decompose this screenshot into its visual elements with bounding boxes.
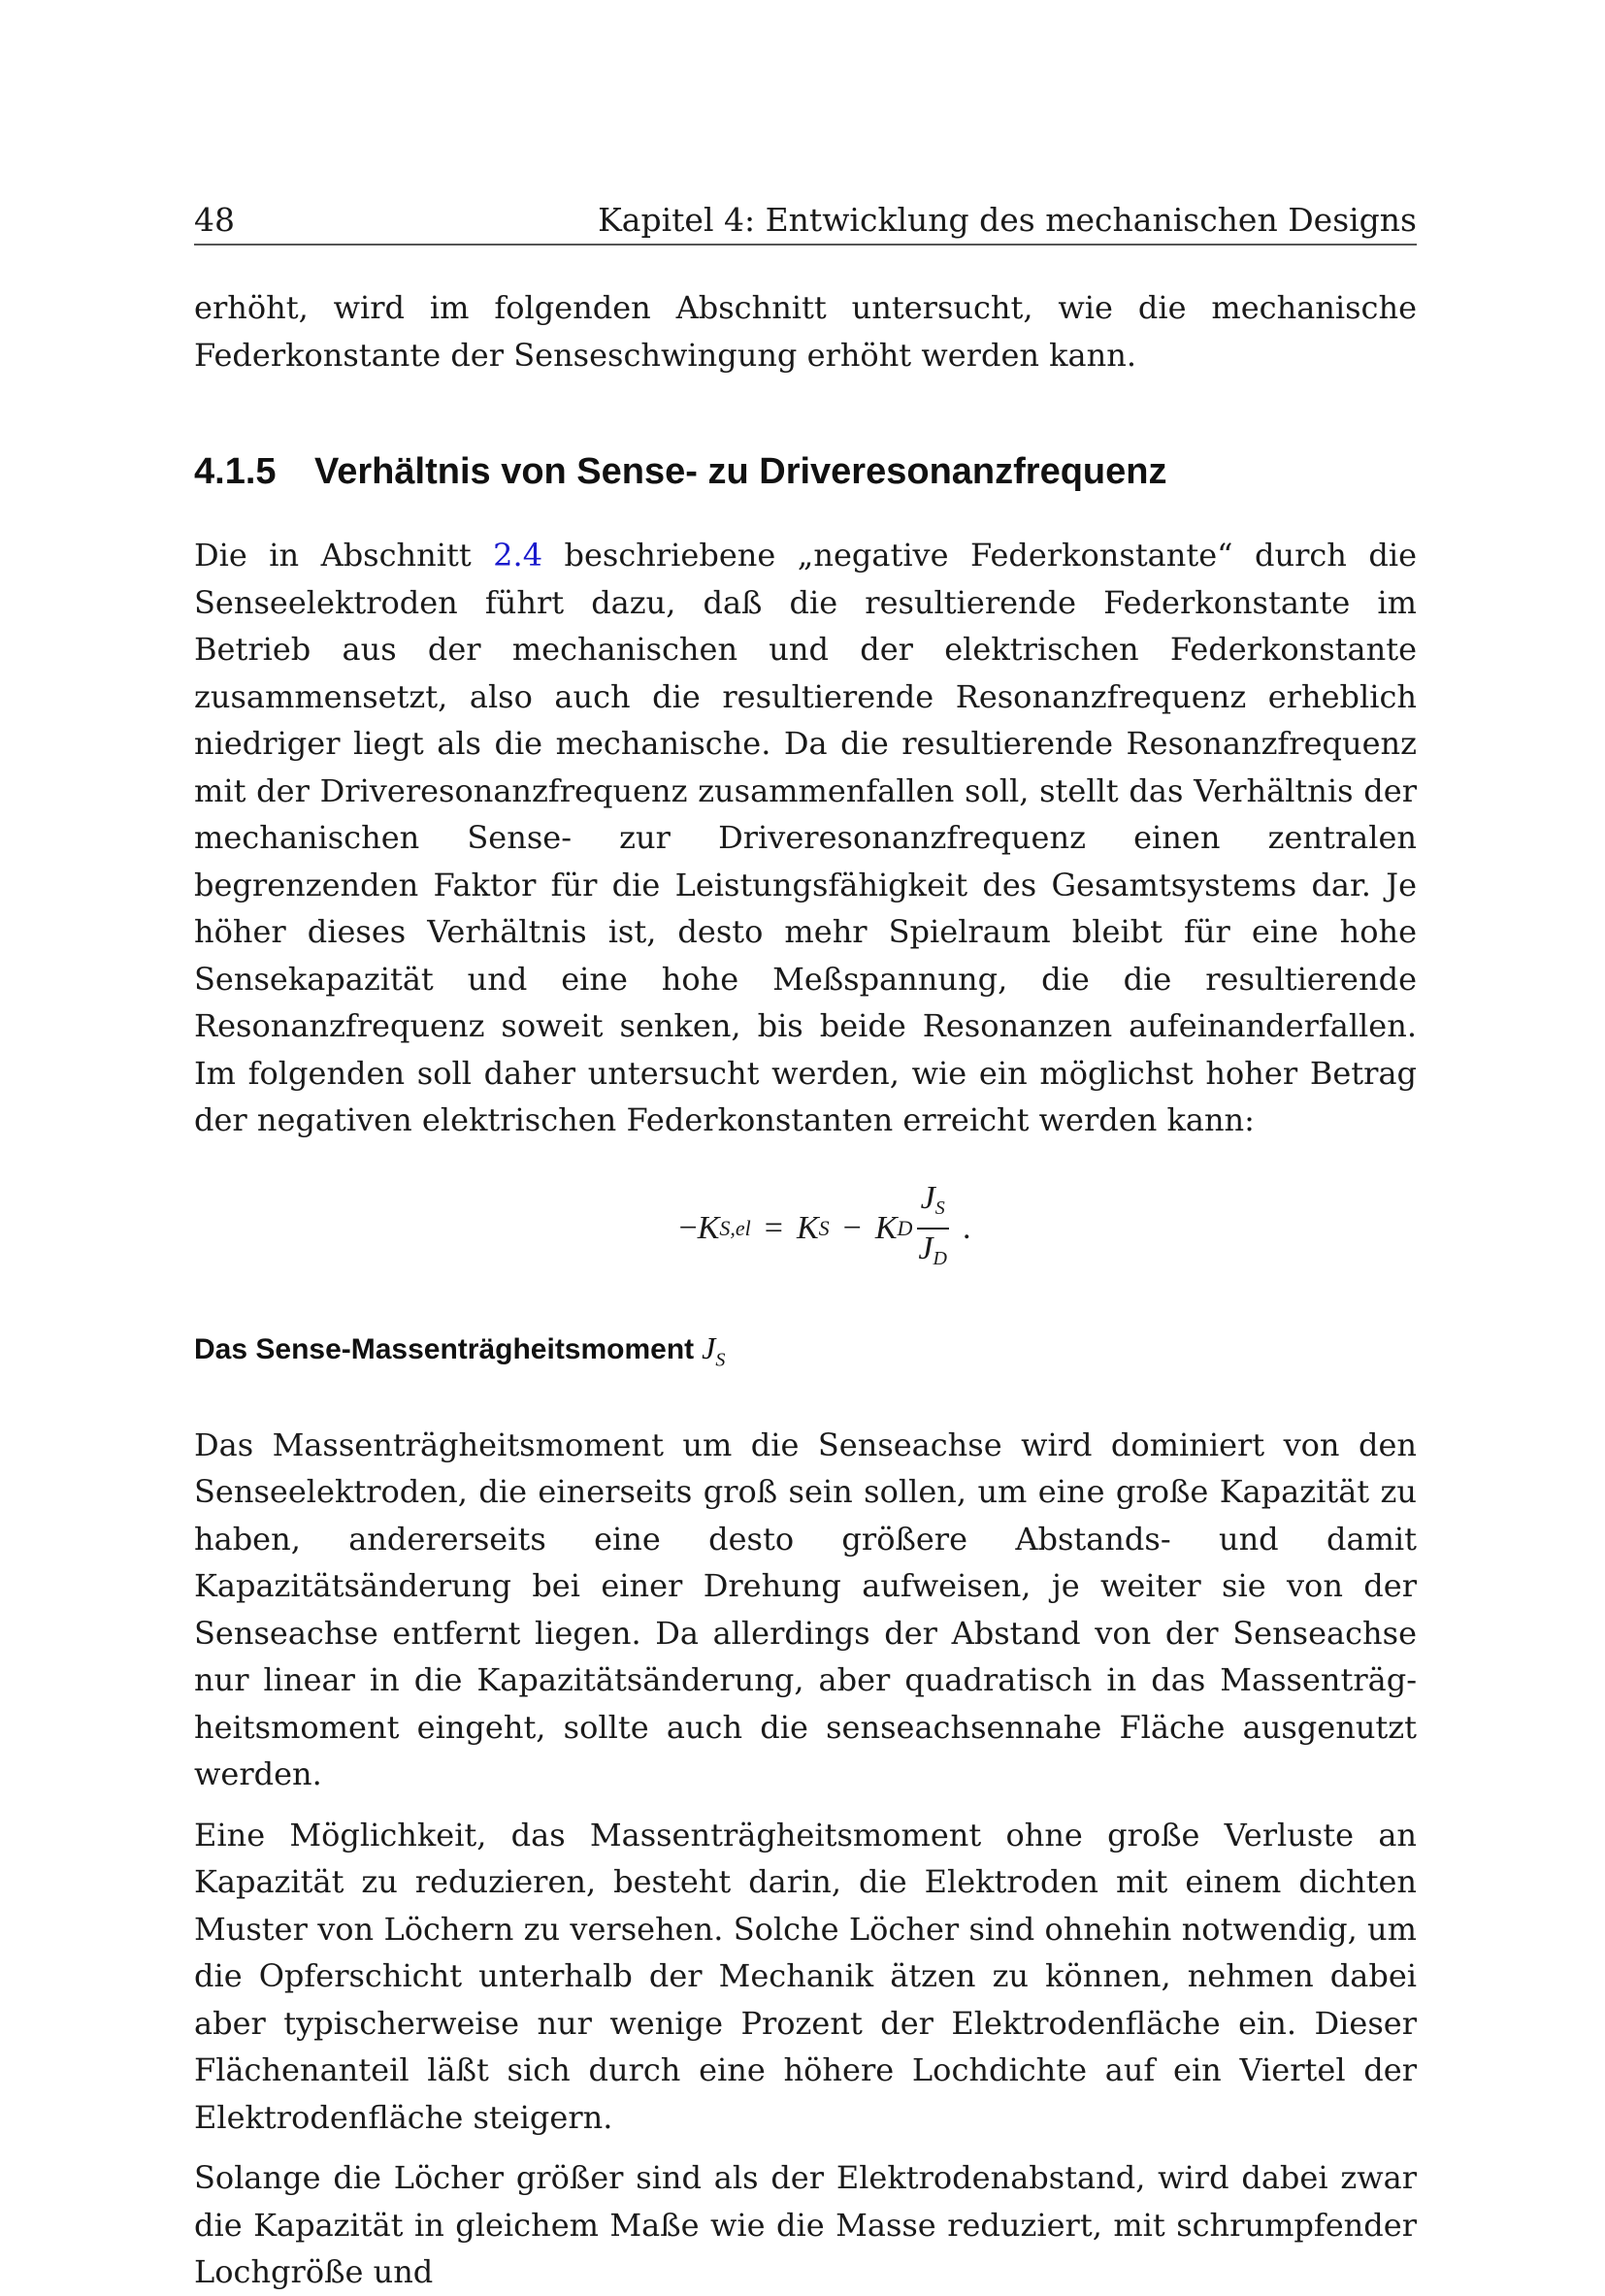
subsection-symbol-sub: S bbox=[715, 1348, 726, 1370]
paragraph-1-start: Die in Abschnitt bbox=[194, 537, 494, 574]
eq-j-d-sub: D bbox=[933, 1247, 947, 1269]
paragraph-1-rest: beschriebene „negative Federkonstante“ durch die Senseelektroden führt dazu, daß die resultierende Federkonstante im Betrieb aus der mechanischen und der elektrischen Federkonstante zusammensetzt, also auch die resultierende Resonanzfrequenz erheblich niedriger liegt als die mechanische. Da die resultierende Resonanzfrequenz mit der Driveresonanzfrequenz zusammenfallen soll, stellt das Verhältnis der mechanischen Sense- zur Driveresonanzfrequenz einen zentralen begrenzenden Faktor für die Leistungsfähigkeit des Gesamtsystems dar. Je höher dieses Verhältnis ist, desto mehr Spielraum bleibt für eine hohe Sensekapazität und eine hohe Meßspannung, die die resultierende Resonanzfrequenz soweit senken, bis beide Resonanzen aufeinanderfallen. Im folgenden soll daher untersucht werden, wie ein möglichst hoher Betrag der negativen elektrischen Federkonstanten erreicht werden kann: bbox=[194, 537, 1418, 1138]
running-header bbox=[194, 199, 1417, 246]
eq-k-d-sub: D bbox=[897, 1215, 913, 1240]
subsection-symbol bbox=[702, 1329, 726, 1370]
intro-paragraph: erhöht, wird im folgenden Abschnitt untersucht, wie die mechanische Federkonstante der Senseschwingung erhöht werden kann. bbox=[194, 289, 1417, 374]
page-number: 48 bbox=[194, 201, 235, 239]
eq-j-d: J bbox=[918, 1230, 934, 1266]
section-reference-link[interactable]: 2.4 bbox=[493, 537, 543, 574]
paragraph-3: Eine Möglichkeit, das Massenträgheitsmoment ohne große Verluste an Kapazität zu reduzieren, besteht darin, die Elektroden mit einem dichten Muster von Löchern zu versehen. Solche Löcher sind ohnehin notwendig, um die Opferschicht unterhalb der Mechanik ätzen zu können, nehmen dabei aber typischerweise nur wenige Prozent der Elektrodenfläche ein. Dieser Flächenanteil läßt sich durch eine höhere Lochdichte auf ein Viertel der Elektrodenfläche steigern. bbox=[194, 1816, 1417, 2136]
paragraph-4: Solange die Löcher größer sind als der Elektrodenabstand, wird dabei zwar die Kapazität in gleichem Maße wie die Masse reduziert, mit schrumpfender Lochgröße und bbox=[194, 2159, 1417, 2291]
document-page bbox=[194, 199, 1417, 2296]
chapter-title: Kapitel 4: Entwicklung des mechanischen Designs bbox=[598, 201, 1417, 239]
eq-minus: − bbox=[678, 1209, 698, 1246]
section-number: 4.1.5 bbox=[194, 451, 277, 492]
subsection-title: Das Sense-Massenträgheitsmoment bbox=[194, 1332, 695, 1365]
subsection-heading bbox=[194, 1327, 1417, 1381]
eq-j-s-sub: S bbox=[934, 1197, 945, 1219]
eq-k-d: K bbox=[874, 1209, 898, 1246]
paragraph-1 bbox=[194, 532, 1417, 1144]
eq-k-sel-sub: S,el bbox=[719, 1215, 751, 1240]
equation bbox=[194, 1179, 1417, 1278]
eq-j-s: J bbox=[920, 1179, 935, 1216]
eq-k-s-sub: S bbox=[818, 1215, 830, 1240]
section-title: Verhältnis von Sense- zu Driveresonanzfrequenz bbox=[314, 451, 1167, 492]
eq-fraction-denominator bbox=[914, 1230, 951, 1278]
section-heading bbox=[194, 448, 1417, 495]
eq-fraction bbox=[914, 1179, 951, 1278]
eq-fraction-numerator bbox=[917, 1179, 949, 1230]
eq-equals: = bbox=[764, 1209, 783, 1246]
eq-minus-2: − bbox=[842, 1209, 862, 1246]
eq-k-s: K bbox=[796, 1209, 819, 1246]
paragraph-2: Das Massenträgheitsmoment um die Senseachse wird dominiert von den Senseelektroden, die einerseits groß sein sollen, um eine große Kapazität zu haben, andererseits eine desto größere Abstands- und damit Kapazitätsänderung bei einer Drehung aufweisen, je weiter sie von der Senseachse entfernt liegen. Da allerdings der Abstand von der Senseachse nur linear in die Kapazitätsänderung, aber quadratisch in das Massenträgheitsmoment eingeht, sollte auch die senseachsennahe Fläche ausgenutzt werden. bbox=[194, 1426, 1417, 1793]
eq-k-sel: K bbox=[697, 1209, 720, 1246]
subsection-symbol-j: J bbox=[702, 1329, 716, 1365]
eq-period: . bbox=[962, 1209, 971, 1246]
